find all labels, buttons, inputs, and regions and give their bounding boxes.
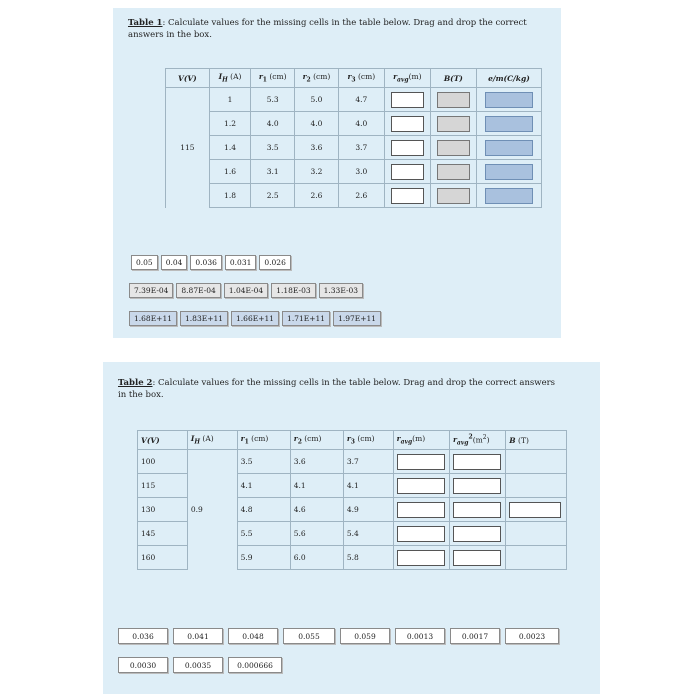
- table1-header-row: [166, 69, 542, 88]
- answer-chip[interactable]: 0.026: [259, 255, 290, 270]
- table2-grid: [137, 430, 567, 570]
- table1-answer-row-1: [131, 255, 291, 270]
- b-drop-box[interactable]: [437, 116, 470, 132]
- em-drop-box[interactable]: [485, 92, 533, 108]
- col-header-r3: $r_3$ (cm): [343, 431, 393, 450]
- table-row: 115 1.4 3.5 3.6 3.7: [166, 136, 542, 160]
- em-drop-box[interactable]: [485, 140, 533, 156]
- answer-chip[interactable]: 1.04E-04: [224, 283, 268, 298]
- ravg-drop-box[interactable]: [391, 140, 424, 156]
- answer-chip[interactable]: 0.0013: [395, 628, 445, 644]
- col-header-current: $I_H$ (A): [209, 69, 251, 88]
- table-row: 1 5.3 5.0 4.7: [166, 88, 542, 112]
- em-drop-box[interactable]: [485, 188, 533, 204]
- table-row: 1.6 3.1 3.2 3.0: [166, 160, 542, 184]
- table1-title: [128, 17, 548, 41]
- col-header-r1: $r_1$ (cm): [237, 431, 290, 450]
- col-header-r1: $r_1$ (cm): [251, 69, 295, 88]
- table-row: 115 4.1 4.1 4.1: [138, 474, 567, 498]
- col-header-b: B(T): [430, 69, 476, 88]
- answer-chip[interactable]: 0.05: [131, 255, 158, 270]
- answer-chip[interactable]: 0.0023: [505, 628, 559, 644]
- table1-title-text: : Calculate values for the missing cells in the table below. Drag and drop the correct answers in the box.: [128, 18, 527, 40]
- em-drop-box[interactable]: [485, 116, 533, 132]
- table2-title-text: : Calculate values for the missing cells in the table below. Drag and drop the correct answers in the box.: [118, 378, 556, 400]
- answer-chip[interactable]: 0.031: [225, 255, 256, 270]
- table-row: 1.8 2.5 2.6 2.6: [166, 184, 542, 208]
- table-row: 160 5.9 6.0 5.8: [138, 546, 567, 570]
- b-drop-box[interactable]: [509, 502, 561, 518]
- table-row: 130 0.9 4.8 4.6 4.9: [138, 498, 567, 522]
- answer-chip[interactable]: 0.036: [190, 255, 221, 270]
- table-row: 1.2 4.0 4.0 4.0: [166, 112, 542, 136]
- answer-chip[interactable]: 7.39E-04: [129, 283, 173, 298]
- col-header-voltage: V(V): [166, 69, 210, 88]
- table1-grid: [165, 68, 542, 208]
- ravg-drop-box[interactable]: [391, 92, 424, 108]
- table2-title: [118, 377, 558, 401]
- b-drop-box[interactable]: [437, 164, 470, 180]
- answer-chip[interactable]: 0.0030: [118, 657, 168, 673]
- ravg-squared-drop-box[interactable]: [453, 454, 501, 470]
- ravg-drop-box[interactable]: [397, 502, 445, 518]
- answer-chip[interactable]: 1.68E+11: [129, 311, 177, 326]
- b-drop-box[interactable]: [437, 140, 470, 156]
- answer-chip[interactable]: 0.036: [118, 628, 168, 644]
- col-header-em: e/m(C/kg): [476, 69, 541, 88]
- answer-chip[interactable]: 0.0017: [450, 628, 500, 644]
- col-header-ravg: $r_{avg}(m)$: [384, 69, 430, 88]
- answer-chip[interactable]: 1.71E+11: [282, 311, 330, 326]
- table1-title-label: Table 1: [128, 18, 163, 28]
- answer-chip[interactable]: 8.87E-04: [176, 283, 220, 298]
- voltage-cell: 115: [166, 136, 210, 160]
- ravg-squared-drop-box[interactable]: [453, 478, 501, 494]
- ravg-squared-drop-box[interactable]: [453, 550, 501, 566]
- ravg-drop-box[interactable]: [397, 478, 445, 494]
- table2-header-row: [138, 431, 567, 450]
- ravg-drop-box[interactable]: [397, 550, 445, 566]
- ravg-drop-box[interactable]: [391, 188, 424, 204]
- col-header-current: $I_H$ (A): [187, 431, 237, 450]
- ravg-drop-box[interactable]: [391, 116, 424, 132]
- col-header-b: B (T): [506, 431, 567, 450]
- em-drop-box[interactable]: [485, 164, 533, 180]
- answer-chip[interactable]: 0.041: [173, 628, 223, 644]
- answer-chip[interactable]: 0.04: [161, 255, 188, 270]
- table2-answer-row-2: [118, 657, 282, 673]
- col-header-r2: $r_2$ (cm): [295, 69, 339, 88]
- answer-chip[interactable]: 1.97E+11: [333, 311, 381, 326]
- ravg-squared-drop-box[interactable]: [453, 502, 501, 518]
- col-header-ravg-squared: $r_{avg}^2(m^2)$: [449, 431, 505, 450]
- answer-chip[interactable]: 1.83E+11: [180, 311, 228, 326]
- answer-chip[interactable]: 0.000666: [228, 657, 282, 673]
- answer-chip[interactable]: 1.66E+11: [231, 311, 279, 326]
- ravg-drop-box[interactable]: [397, 454, 445, 470]
- b-drop-box[interactable]: [437, 92, 470, 108]
- ravg-squared-drop-box[interactable]: [453, 526, 501, 542]
- col-header-r3: $r_3$ (cm): [338, 69, 384, 88]
- table-row: 100 3.5 3.6 3.7: [138, 450, 567, 474]
- table1-answer-row-3: [129, 311, 381, 326]
- answer-chip[interactable]: 0.059: [340, 628, 390, 644]
- col-header-r2: $r_2$ (cm): [290, 431, 343, 450]
- col-header-ravg: $r_{avg}(m)$: [393, 431, 449, 450]
- answer-chip[interactable]: 0.048: [228, 628, 278, 644]
- table1-answer-row-2: [129, 283, 363, 298]
- ravg-drop-box[interactable]: [391, 164, 424, 180]
- answer-chip[interactable]: 0.055: [283, 628, 335, 644]
- col-header-voltage: V(V): [138, 431, 188, 450]
- ravg-drop-box[interactable]: [397, 526, 445, 542]
- answer-chip[interactable]: 1.33E-03: [319, 283, 363, 298]
- table2-answer-row-1: [118, 628, 559, 644]
- table-row: 145 5.5 5.6 5.4: [138, 522, 567, 546]
- b-drop-box[interactable]: [437, 188, 470, 204]
- answer-chip[interactable]: 0.0035: [173, 657, 223, 673]
- answer-chip[interactable]: 1.18E-03: [271, 283, 315, 298]
- current-cell: 0.9: [187, 498, 237, 522]
- table2-title-label: Table 2: [118, 378, 153, 388]
